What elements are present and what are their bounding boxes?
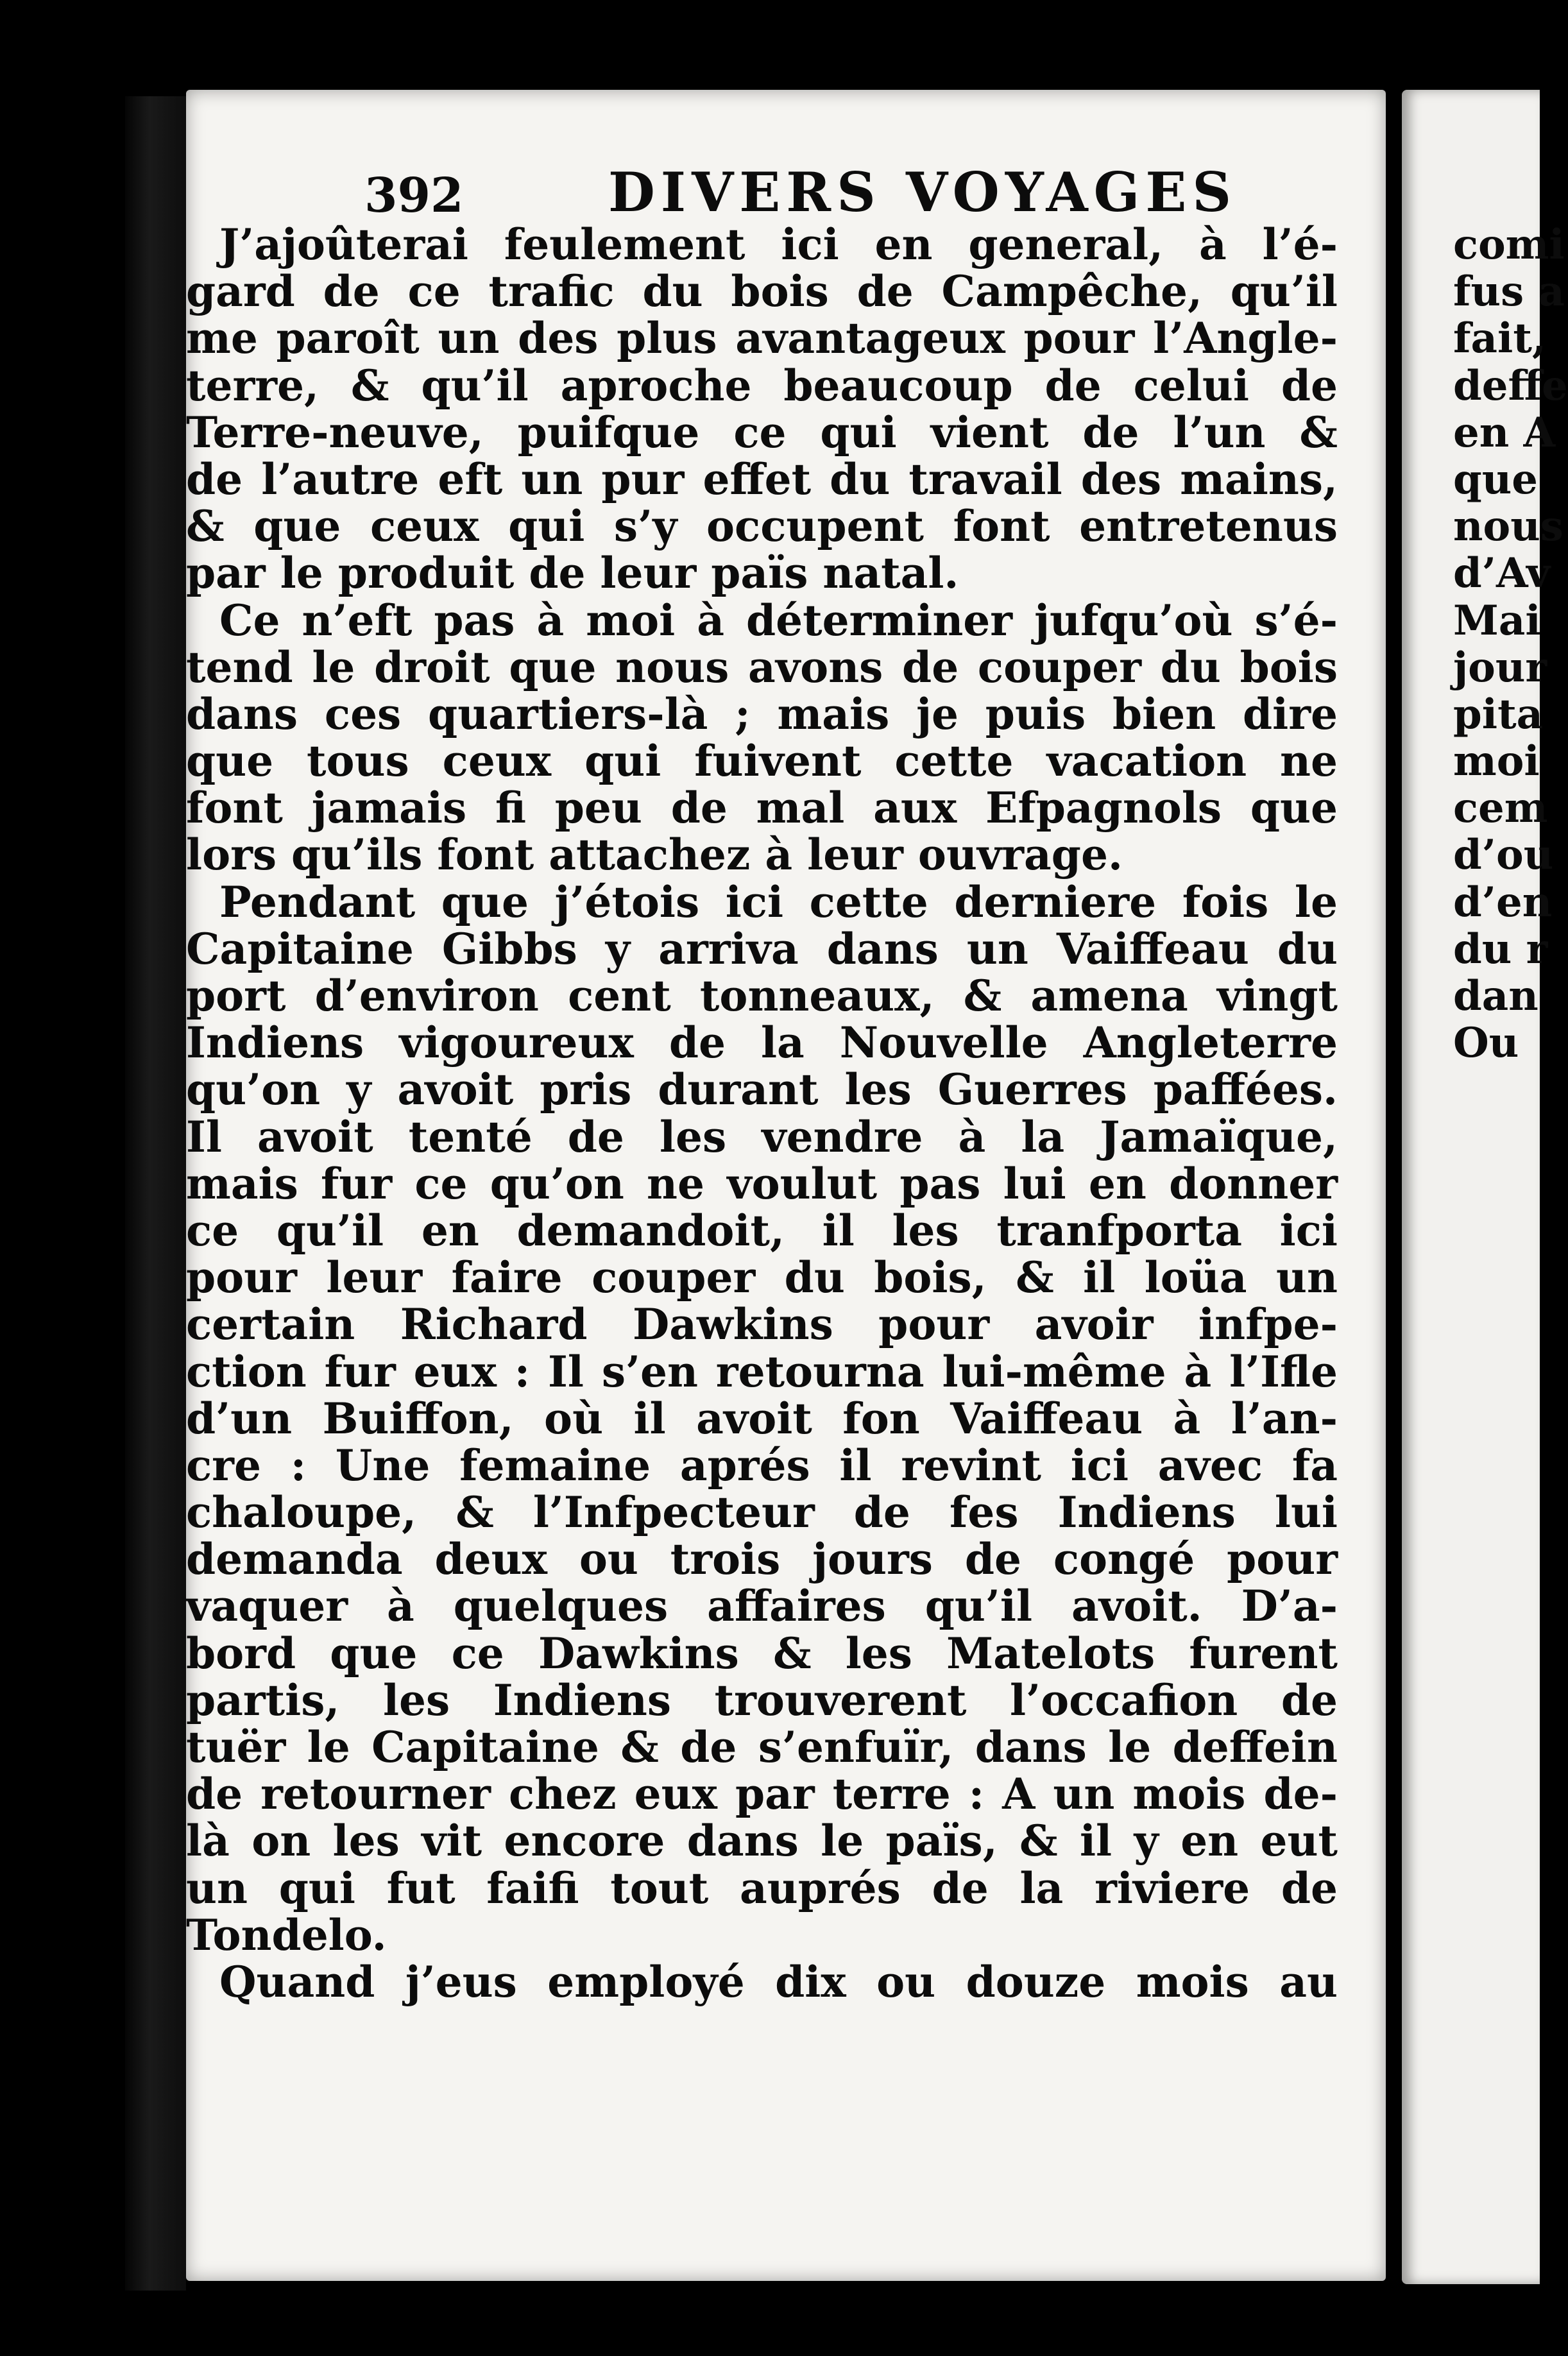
text-line: vaquer à quelques affaires qu’il avoit. D’a- xyxy=(186,1581,1338,1632)
body-text xyxy=(186,221,1338,2006)
text-line: demanda deux ou trois jours de congé pour xyxy=(186,1534,1338,1585)
text-line: & que ceux qui s’y occupent font entretenus xyxy=(186,501,1338,552)
text-line: Capitaine Gibbs y arriva dans un Vaiffeau du xyxy=(186,923,1338,974)
text-line: ction fur eux : Il s’en retourna lui-même à l’Ifle xyxy=(186,1346,1338,1397)
text-line: qu’on y avoit pris durant les Guerres paffées. xyxy=(186,1064,1338,1115)
facing-line-fragment: pita xyxy=(1453,690,1544,738)
text-line: Tondelo. xyxy=(186,1909,387,1960)
header-row xyxy=(364,160,1519,226)
facing-line-fragment: dan xyxy=(1453,972,1538,1020)
text-line: par le produit de leur païs natal. xyxy=(186,548,959,599)
text-line: J’ajoûterai feulement ici en general, à l’é- xyxy=(219,219,1338,269)
facing-line-fragment: d’en xyxy=(1453,878,1553,926)
text-line: Quand j’eus employé dix ou douze mois au xyxy=(219,1956,1338,2007)
text-line: port d’environ cent tonneaux, & amena vingt xyxy=(186,971,1338,1021)
text-line: d’un Buiffon, où il avoit fon Vaiffeau à l’an- xyxy=(186,1393,1338,1444)
facing-line-fragment: fait, xyxy=(1453,314,1547,363)
facing-page xyxy=(1402,90,1568,2284)
facing-line-fragment: que xyxy=(1453,455,1538,504)
text-line: lors qu’ils font attachez à leur ouvrage. xyxy=(186,830,1123,880)
text-line: Terre-neuve, puifque ce qui vient de l’un & xyxy=(186,407,1338,457)
text-line: cre : Une femaine aprés il revint ici avec fa xyxy=(186,1440,1338,1490)
text-line: que tous ceux qui fuivent cette vacation ne xyxy=(186,736,1338,787)
text-line: Ce n’eft pas à moi à déterminer jufqu’où s’é- xyxy=(219,595,1338,645)
facing-line-fragment: deffe xyxy=(1453,361,1568,410)
text-line: font jamais fi peu de mal aux Efpagnols que xyxy=(186,783,1338,833)
text-line: bord que ce Dawkins & les Matelots furent xyxy=(186,1628,1338,1678)
text-line: tend le droit que nous avons de couper du bois xyxy=(186,642,1338,692)
running-title: DIVERS VOYAGES xyxy=(608,160,1238,224)
text-line: tuër le Capitaine & de s’enfuïr, dans le deffein xyxy=(186,1722,1338,1772)
text-line: certain Richard Dawkins pour avoir infpe- xyxy=(186,1299,1338,1350)
text-line: me paroît un des plus avantageux pour l’Angle- xyxy=(186,313,1338,364)
text-line: mais fur ce qu’on ne voulut pas lui en donner xyxy=(186,1158,1338,1209)
text-line: pour leur faire couper du bois, & il loüa un xyxy=(186,1252,1338,1303)
text-line: dans ces quartiers-là ; mais je puis bien dire xyxy=(186,688,1338,739)
text-line: gard de ce trafic du bois de Campêche, qu’il xyxy=(186,266,1338,317)
facing-line-fragment: moi xyxy=(1453,737,1540,786)
binding-gutter xyxy=(125,96,186,2291)
text-line: Pendant que j’étois ici cette derniere fois le xyxy=(219,876,1338,927)
text-line: partis, les Indiens trouverent l’occafion de xyxy=(186,1675,1338,1725)
facing-line-fragment: en A xyxy=(1453,408,1556,457)
facing-line-fragment: Ou xyxy=(1453,1019,1519,1068)
page-header xyxy=(364,160,1519,226)
text-line: ce qu’il en demandoit, il les tranfporta ici xyxy=(186,1205,1338,1256)
text-line: de retourner chez eux par terre : A un mois de- xyxy=(186,1769,1338,1820)
text-line: Il avoit tenté de les vendre à la Jamaïque, xyxy=(186,1111,1338,1162)
text-line: un qui fut faifi tout auprés de la riviere de xyxy=(186,1863,1338,1913)
facing-line-fragment: cem xyxy=(1453,784,1548,833)
facing-line-fragment: fus a xyxy=(1453,268,1565,316)
text-line: terre, & qu’il aproche beaucoup de celui de xyxy=(186,360,1338,411)
text-line: là on les vit encore dans le païs, & il y en eut xyxy=(186,1816,1338,1866)
facing-line-fragment: Mai xyxy=(1453,596,1541,645)
facing-line-fragment: d’Av xyxy=(1453,549,1551,598)
text-line: chaloupe, & l’Infpecteur de fes Indiens lui xyxy=(186,1487,1338,1538)
facing-line-fragment: du r xyxy=(1453,925,1548,973)
text-line: Indiens vigoureux de la Nouvelle Angleterre xyxy=(186,1018,1338,1068)
facing-line-fragment: d’ou xyxy=(1453,831,1554,880)
text-line: de l’autre eft un pur effet du travail des mains, xyxy=(186,454,1338,504)
facing-page-text xyxy=(1453,221,1568,1066)
page-number: 392 xyxy=(364,168,464,223)
facing-line-fragment: nous xyxy=(1453,502,1564,551)
facing-line-fragment: jour xyxy=(1453,643,1547,692)
facing-line-fragment: comi xyxy=(1453,221,1565,269)
